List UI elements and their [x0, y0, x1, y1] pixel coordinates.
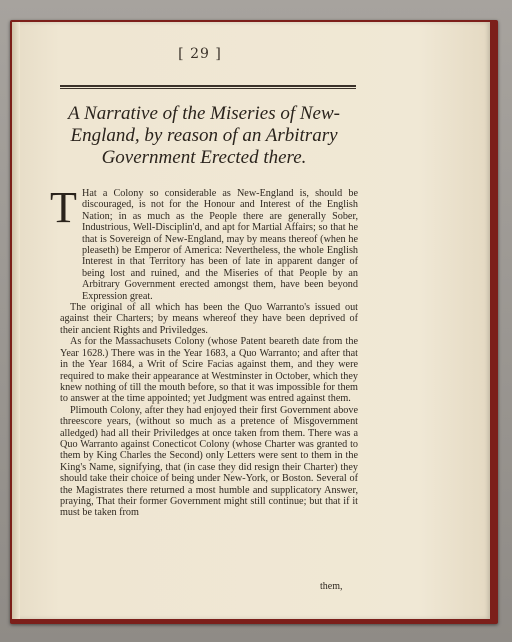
paragraph: The original of all which has been the Quo Warranto's issued out against their Charters; by means whereof they have been deprived of their ancient Rights and Priviledges. — [60, 302, 358, 336]
paragraph: Hat a Colony so considerable as New-England is, should be discouraged, is not for the Honour and Interest of the English Nation; in as much as the People there are generally Sober, Industrious, Well-Disciplin'd, and apt for Martial Affairs; so that he that is Sovereign of New-England, may by means thereof (when he pleaseth) be Emperor of America: Nevertheless, the whole English Interest in that Territory has been of late in apparent danger of being lost and ruined, and the Miseries of that People by an Arbitrary Government erected amongst them, have been beyond Expression great. — [82, 188, 358, 302]
title-rule — [60, 85, 356, 87]
page-number: [ 29 ] — [178, 46, 222, 62]
title-rule-thin — [60, 88, 356, 89]
drop-cap: T — [50, 183, 77, 232]
catchword: them, — [320, 581, 343, 592]
paragraph: As for the Massachusets Colony (whose Patent beareth date from the Year 1628.) There was in the Year 1683, a Quo Warranto; and after that in the Year 1684, a Writ of Scire Facias against them, and they were required to make their appearance at Westminster in October, which they knew nothing of till the mouth before, so that it was impossible for them to answer at the time appointed; yet Judgment was entred against them. — [60, 336, 358, 405]
page-title: A Narrative of the Miseries of New-England, by reason of an Arbitrary Government Erected there. — [68, 103, 340, 168]
paragraph: Plimouth Colony, after they had enjoyed their first Government above threescore years, (without so much as a pretence of Misgovernment alledged) had all their Priviledges at once taken from them. There was a Quo Warranto against Conecticot Colony (whose Charter was granted to them by King Charles the Second) only Letters were sent to them in the King's Name, signifying, that (in case they did resign their Charter) they should take their choice of being under New-York, or Boston. Several of the Magistrates there returned a most humble and supplicatory Answer, praying, That their former Government might still continue; but that if it must be taken from — [60, 404, 358, 519]
page-gutter — [12, 22, 20, 619]
body-text — [60, 188, 358, 519]
